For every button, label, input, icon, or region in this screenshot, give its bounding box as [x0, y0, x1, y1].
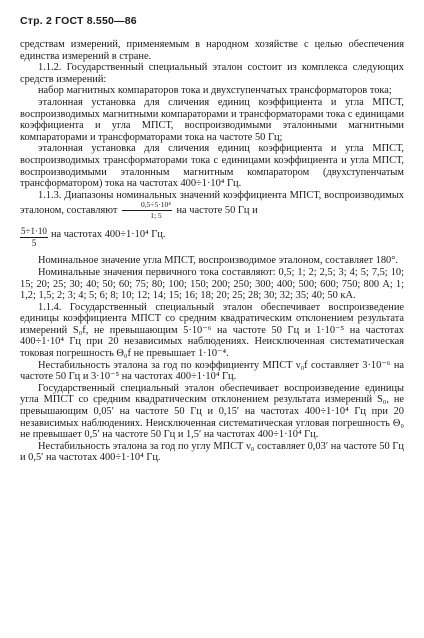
- paragraph-ranges-2: [20, 226, 404, 249]
- fraction-denominator: 5: [31, 238, 37, 249]
- fraction-numerator: 0,5÷5·10⁴: [122, 201, 172, 211]
- fraction: [122, 201, 172, 220]
- paragraph: эталонная установка для сличения единиц коэффициента и угла МПСТ, воспроизводимых трансформаторами тока с единицами коэффициента и угла МПСТ, воспроизводимыми эталонным магнитным компаратором (двухступенчатым трансформатором) тока на частотах 400÷1·10⁴ Гц.: [20, 143, 404, 190]
- paragraph: Нестабильность эталона за год по коэффициенту МПСТ ν₀f составляет 3·10⁻⁶ на частоте 50 Гц и 3·10⁻⁵ на частотах 400÷1·10⁴ Гц.: [20, 359, 404, 383]
- fraction: [20, 226, 48, 249]
- paragraph: набор магнитных компараторов тока и двухступенчатых трансформаторов тока;: [38, 85, 392, 97]
- paragraph-text: на частотах 400÷1·10⁴ Гц.: [50, 229, 166, 241]
- paragraph: 1.1.4. Государственный специальный эталон обеспечивает воспроизведение единицы коэффициента МПСТ со средним квадратическим отклонением результата измерений S₀f, не превышающим 5·10⁻⁶ на частоте 50 Гц и 1·10⁻⁵ на частотах 400÷1·10⁴ Гц при 20 независимых наблюдениях. Неисключенная систематическая токовая погрешность Θ₀f не превышает 1·10⁻⁴.: [20, 301, 404, 360]
- fraction-denominator: 1; 5: [150, 211, 162, 221]
- paragraph-ranges: [20, 190, 404, 221]
- paragraph: Нестабильность эталона за год по углу МПСТ ν₀ составляет 0,03′ на частоте 50 Гц и 0,5′ на частотах 400÷1·10⁴ Гц.: [20, 440, 404, 464]
- paragraph: Номинальное значение угла МПСТ, воспроизводимое эталоном, составляет 180°.: [38, 255, 398, 267]
- body-text: [20, 39, 404, 464]
- paragraph: Государственный специальный эталон обеспечивает воспроизведение единицы угла МПСТ со средним квадратическим отклонением результата измерений S₀, не превышающим 0,05′ на частоте 50 Гц и 0,15′ на частотах 400÷1·10⁴ Гц при 20 независимых наблюдениях. Неисключенная систематическая угловая погрешность Θ₀ не превышает 0,5′ на частоте 50 Гц и 1,5′ на частотах 400÷1·10⁴ Гц.: [20, 382, 404, 441]
- paragraph: эталонная установка для сличения единиц коэффициента и угла МПСТ, воспроизводимых магнитными компараторами и трансформаторами тока с единицами коэффициента и угла МПСТ, воспроизводимыми эталонными магнитными компараторами и трансформаторами тока на частоте 50 Гц;: [20, 96, 404, 143]
- paragraph-text: на частоте 50 Гц и: [176, 205, 258, 217]
- fraction-numerator: 5÷1·10: [21, 226, 47, 237]
- paragraph: 1.1.2. Государственный специальный эталон состоит из комплекса следующих средств измерений:: [20, 62, 404, 85]
- paragraph: Номинальные значения первичного тока составляют: 0,5; 1; 2; 2,5; 3; 4; 5; 7,5; 10; 15; 20; 25; 30; 40; 50; 60; 75; 80; 100; 150; 200; 250; 300; 400; 500; 600; 750; 800 А; 1; 1,2; 1,5; 2; 3; 4; 5; 6; 8; 10; 12; 14; 15; 16; 18; 20; 25; 28; 30; 32; 35; 40; 50 кА.: [20, 266, 404, 302]
- page-header: Стр. 2 ГОСТ 8.550—86: [20, 15, 137, 27]
- paragraph-text: 1.1.3. Диапазоны номинальных значений коэффициента МПСТ, воспроизводимых эталоном, составляют: [20, 189, 404, 217]
- paragraph: средствам измерений, применяемым в народном хозяйстве с целью обеспечения единства измерений в стране.: [20, 39, 404, 62]
